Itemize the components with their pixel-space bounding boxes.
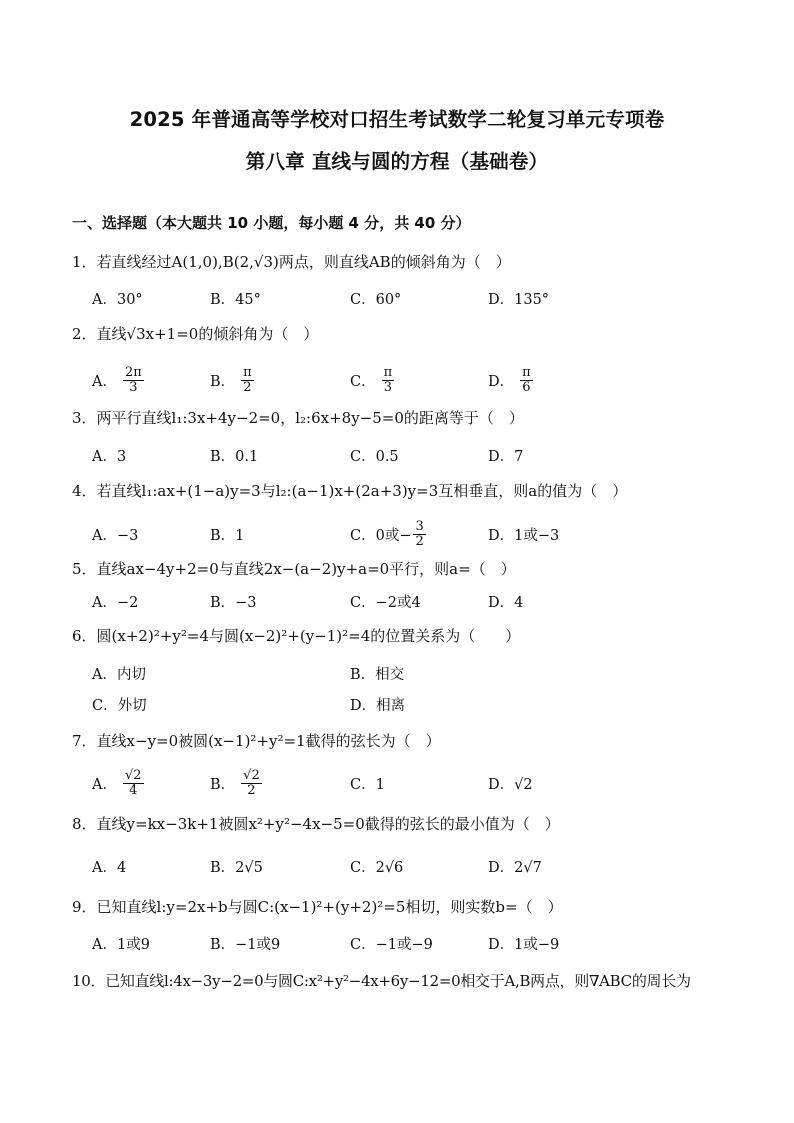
question-5 — [72, 557, 516, 581]
question-7 — [72, 729, 441, 753]
fraction: $\frac{3}{2}$ — [415, 518, 424, 549]
question-number: 9． — [72, 898, 97, 916]
option-a[interactable]: A． $\frac{2\pi}{3}$ — [92, 364, 142, 395]
chapter-title: 第八章 直线与圆的方程（基础卷） — [245, 150, 549, 173]
option-c[interactable]: C．外切 — [92, 697, 147, 714]
question-number: 8． — [72, 815, 97, 833]
question-6-options-row2 — [92, 690, 732, 718]
question-1 — [72, 250, 511, 274]
option-c[interactable]: C．0或− $\frac{3}{2}$ — [350, 518, 424, 549]
option-b[interactable]: B．−3 — [210, 594, 257, 611]
option-b[interactable]: B．相交 — [350, 666, 405, 683]
option-c[interactable]: C．−2或4 — [350, 594, 421, 611]
option-d[interactable]: D．135° — [488, 291, 550, 308]
section-heading: 一、选择题（本大题共 10 小题，每小题 4 分，共 40 分） — [72, 214, 471, 232]
option-c[interactable]: C．−1或−9 — [350, 936, 433, 953]
option-a[interactable]: A． $\frac{√2}{4}$ — [92, 767, 142, 798]
option-b[interactable]: B．2√5 — [210, 859, 263, 876]
question-number: 2． — [72, 325, 97, 343]
question-9 — [72, 895, 563, 919]
option-a[interactable]: A．3 — [92, 448, 127, 465]
question-number: 6． — [72, 627, 97, 645]
fraction: $\frac{\pi}{3}$ — [383, 364, 393, 395]
question-3-options — [92, 441, 732, 469]
option-b[interactable]: B． $\frac{\pi}{2}$ — [210, 364, 252, 395]
fraction: $\frac{\pi}{2}$ — [243, 364, 252, 395]
fraction: $\frac{2\pi}{3}$ — [124, 364, 142, 395]
fraction: $\frac{\pi}{6}$ — [522, 364, 531, 395]
question-8 — [72, 812, 560, 836]
option-b[interactable]: B． $\frac{√2}{2}$ — [210, 767, 260, 798]
fraction: $\frac{√2}{4}$ — [124, 767, 142, 798]
exam-title: 2025 年普通高等学校对口招生考试数学二轮复习单元专项卷 — [129, 108, 665, 131]
question-9-options — [92, 929, 732, 957]
question-stem: 已知直线l:y=2x+b与圆C:(x−1)²+(y+2)²=5相切，则实数b=（ ） — [96, 898, 563, 916]
question-4-options — [92, 516, 732, 552]
option-a[interactable]: A．4 — [92, 859, 127, 876]
option-d[interactable]: D．相离 — [350, 697, 406, 714]
question-6 — [72, 624, 520, 648]
option-b[interactable]: B．45° — [210, 291, 261, 308]
option-c[interactable]: C．1 — [350, 776, 385, 793]
question-number: 5． — [72, 560, 97, 578]
option-b[interactable]: B．0.1 — [210, 448, 259, 465]
question-stem: 已知直线l:4x−3y−2=0与圆C:x²+y²−4x+6y−12=0相交于A,B两点，则∇ABC的周长为 — [105, 972, 691, 990]
option-d[interactable]: D．2√7 — [488, 859, 542, 876]
question-stem: 若直线l₁:ax+(1−a)y=3与l₂:(a−1)x+(2a+3)y=3互相垂直，则a的值为（ ） — [96, 482, 628, 500]
option-c[interactable]: C．60° — [350, 291, 402, 308]
question-number: 4． — [72, 482, 97, 500]
option-d[interactable]: D．1或−3 — [488, 527, 560, 544]
question-4 — [72, 479, 627, 503]
option-a[interactable]: A．1或9 — [92, 936, 150, 953]
question-3 — [72, 406, 524, 430]
question-2-options — [92, 362, 732, 398]
question-number: 10． — [72, 972, 106, 990]
question-number: 3． — [72, 409, 97, 427]
option-a[interactable]: A．−3 — [92, 527, 139, 544]
option-b[interactable]: B．1 — [210, 527, 245, 544]
question-stem: 圆(x+2)²+y²=4与圆(x−2)²+(y−1)²=4的位置关系为（ ） — [96, 627, 521, 645]
option-d[interactable]: D．7 — [488, 448, 524, 465]
option-a[interactable]: A．−2 — [92, 594, 139, 611]
question-2 — [72, 322, 318, 346]
option-a[interactable]: A．30° — [92, 291, 143, 308]
option-c[interactable]: C．2√6 — [350, 859, 404, 876]
question-number: 1． — [72, 253, 97, 271]
question-stem: 若直线经过A(1,0),B(2,√3)两点，则直线AB的倾斜角为（ ） — [96, 253, 511, 271]
question-stem: 直线x−y=0被圆(x−1)²+y²=1截得的弦长为（ ） — [96, 732, 441, 750]
question-8-options — [92, 852, 732, 880]
option-d[interactable]: D．1或−9 — [488, 936, 560, 953]
question-stem: 直线y=kx−3k+1被圆x²+y²−4x−5=0截得的弦长的最小值为（ ） — [96, 815, 560, 833]
fraction: $\frac{√2}{2}$ — [243, 767, 260, 798]
option-a[interactable]: A．内切 — [92, 666, 146, 683]
question-7-options — [92, 764, 732, 802]
option-c[interactable]: C．0.5 — [350, 448, 399, 465]
question-stem: 两平行直线l₁:3x+4y−2=0，l₂:6x+8y−5=0的距离等于（ ） — [96, 409, 524, 427]
question-stem: 直线√3x+1=0的倾斜角为（ ） — [96, 325, 319, 343]
option-d[interactable]: D．4 — [488, 594, 524, 611]
question-6-options-row1 — [92, 659, 732, 687]
option-b[interactable]: B．−1或9 — [210, 936, 281, 953]
question-5-options — [92, 587, 732, 615]
question-number: 7． — [72, 732, 97, 750]
option-d[interactable]: D．√2 — [488, 776, 533, 793]
question-1-options — [92, 284, 732, 312]
question-stem: 直线ax−4y+2=0与直线2x−(a−2)y+a=0平行，则a=（ ） — [96, 560, 516, 578]
question-10 — [72, 969, 722, 993]
option-c[interactable]: C． $\frac{\pi}{3}$ — [350, 364, 393, 395]
option-d[interactable]: D． $\frac{\pi}{6}$ — [488, 364, 531, 395]
